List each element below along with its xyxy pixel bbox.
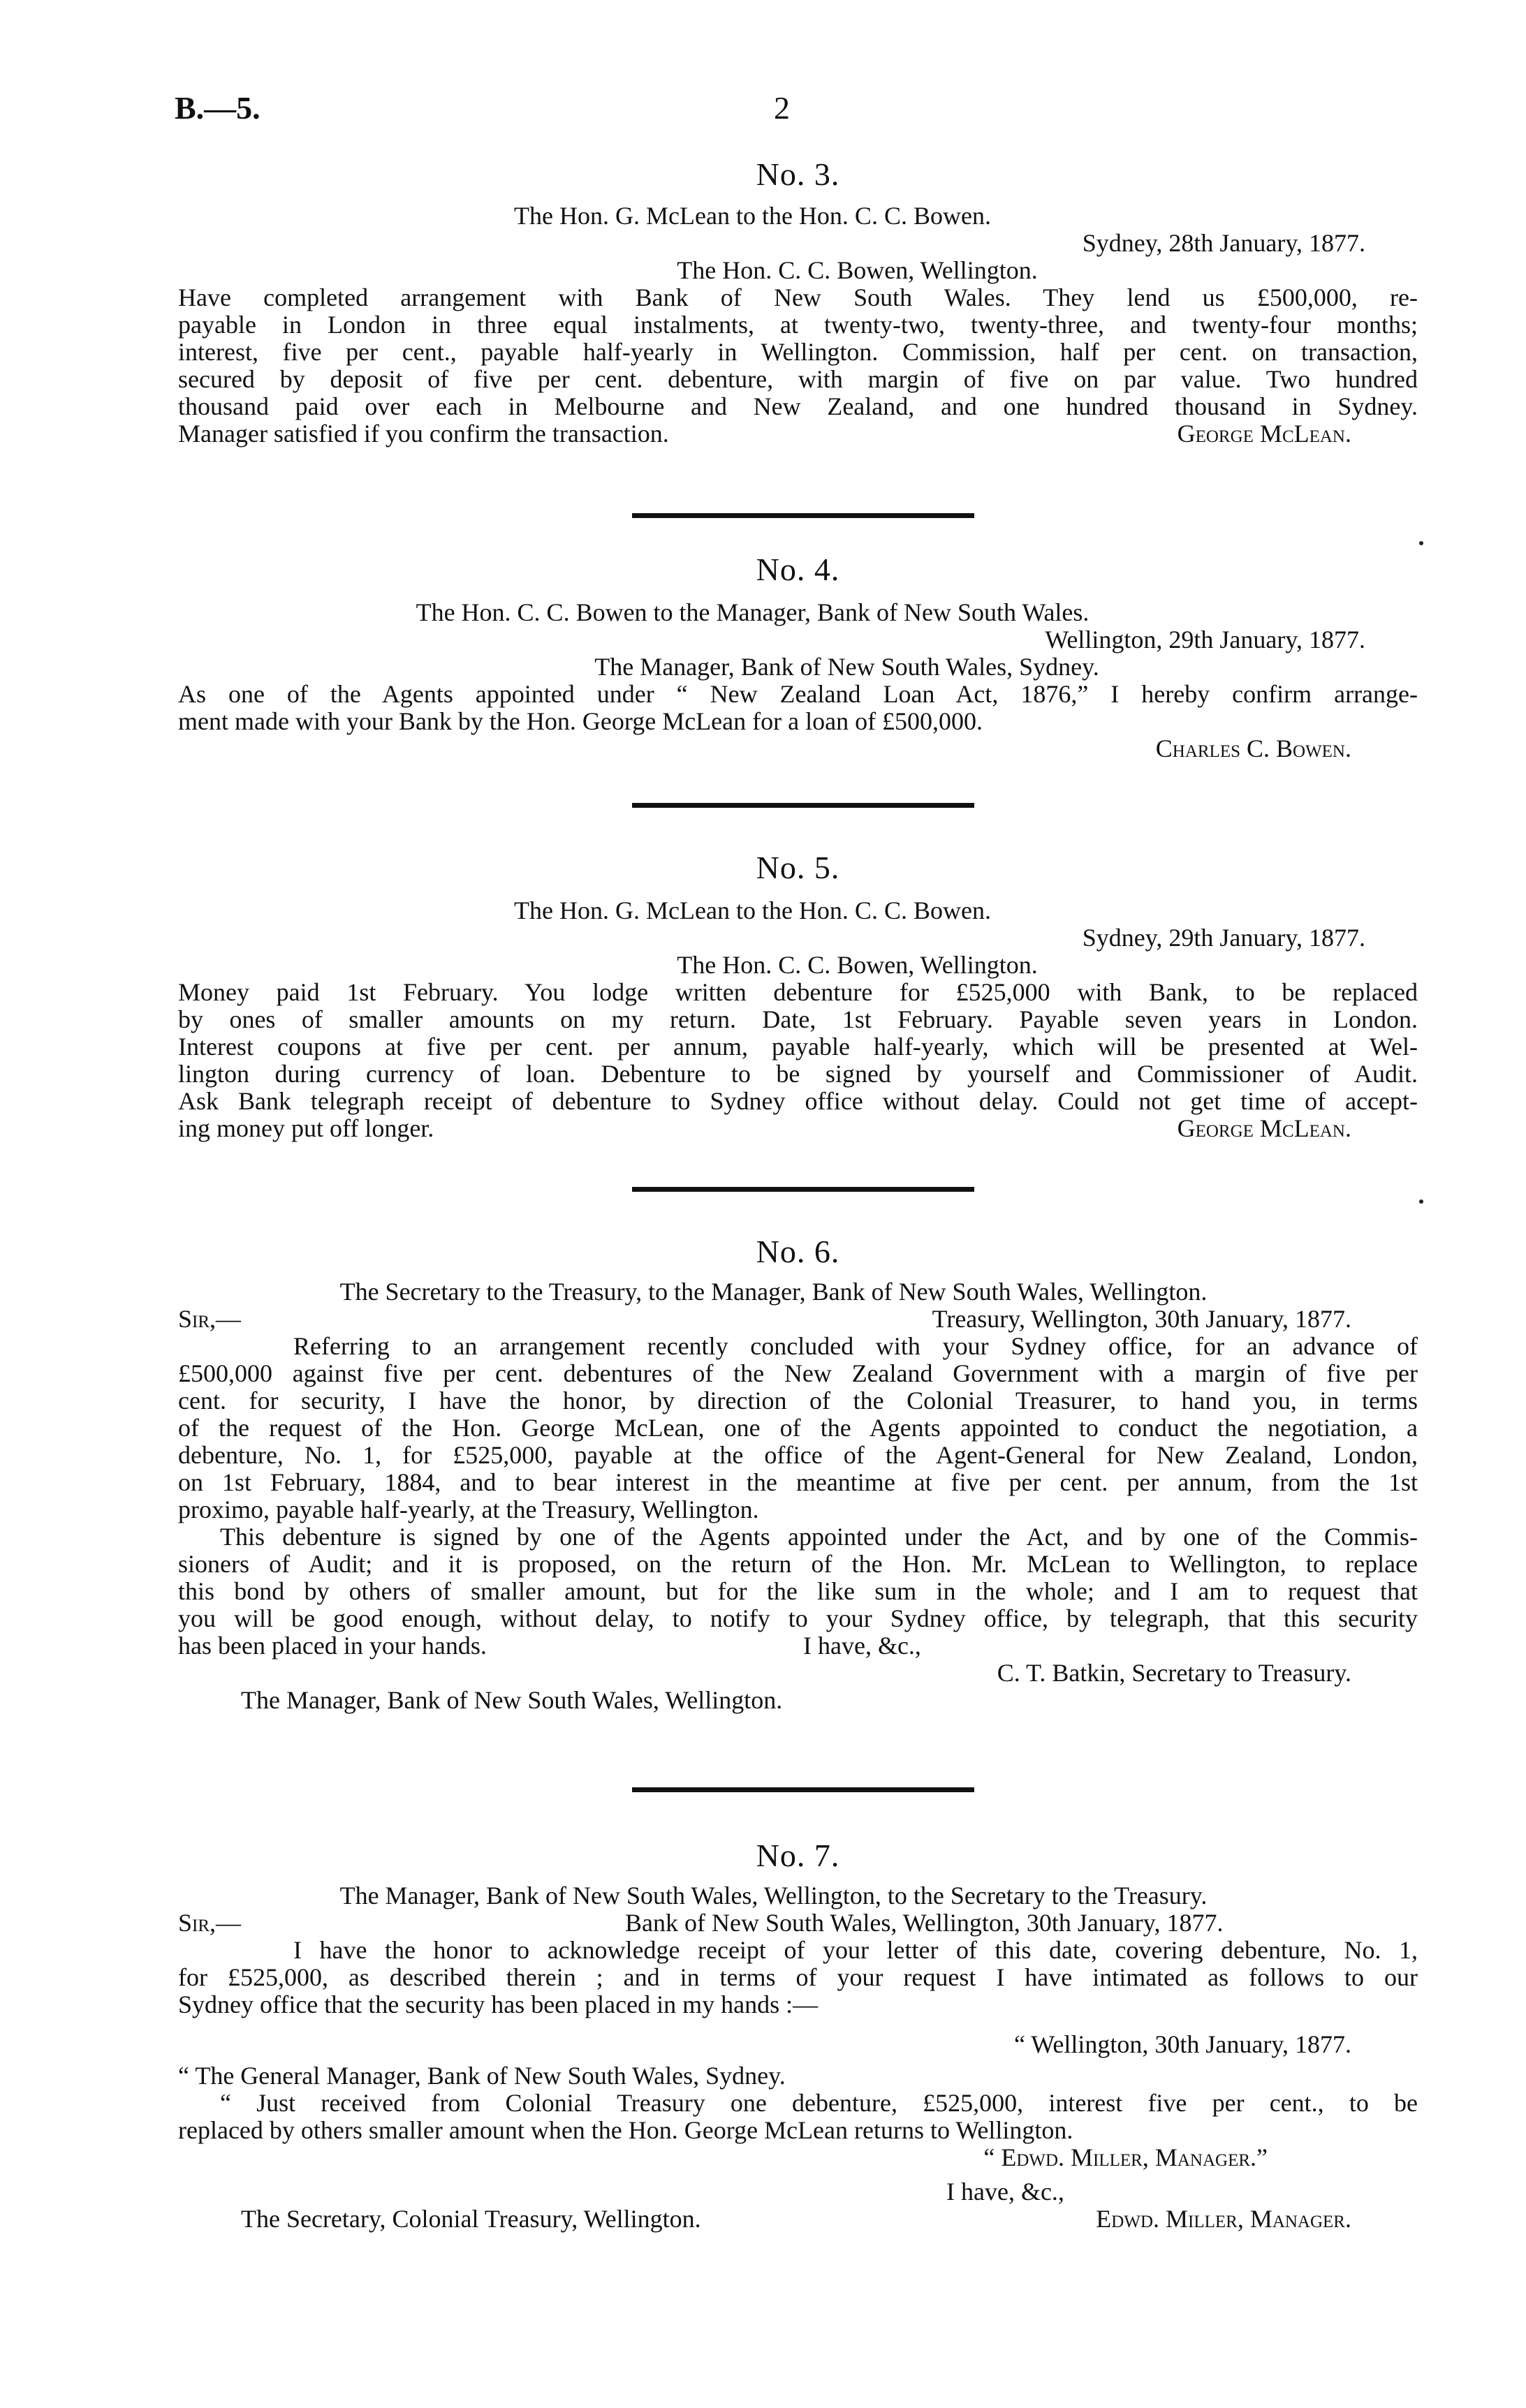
letter-body-line: Sydney office that the security has been placed in my hands :— [178, 1990, 819, 2018]
letter-body-line: As one of the Agents appointed under “ New Zealand Loan Act, 1876,” I hereby confirm arrange- [178, 680, 1418, 708]
quoted-place-date: “ Wellington, 30th January, 1877. [1013, 2030, 1351, 2058]
section-divider [632, 513, 974, 518]
letter-body-line: payable in London in three equal instalments, at twenty-two, twenty-three, and twenty-four months; [178, 311, 1418, 339]
letter-from-to: The Hon. G. McLean to the Hon. C. C. Bowen. [514, 896, 991, 924]
letter-signature: C. T. Batkin, Secretary to Treasury. [997, 1659, 1351, 1687]
letter-body-line: thousand paid over each in Melbourne and New Zealand, and one hundred thousand in Sydney. [178, 392, 1418, 420]
letter-closing: I have, &c., [946, 2178, 1064, 2206]
letter-place-date: Sydney, 29th January, 1877. [1082, 924, 1365, 952]
letter-body-line: for £525,000, as described therein ; and in terms of your request I have intimated as follows to our [178, 1963, 1418, 1991]
letter-last-line [178, 1115, 1418, 1142]
letter-heading: No. 6. [756, 1234, 840, 1269]
letter-addressee: The Hon. C. C. Bowen, Wellington. [677, 256, 1038, 284]
letter-signature: George McLean. [1177, 420, 1351, 448]
page-number: 2 [774, 90, 790, 126]
letter-no7 [178, 1836, 1418, 2233]
letter-body-line: this bond by others of smaller amount, but for the like sum in the whole; and I am to request that [178, 1577, 1418, 1605]
letter-body-line: interest, five per cent., payable half-yearly in Wellington. Commission, half per cent. on transaction, [178, 338, 1418, 366]
letter-body-line: Interest coupons at five per cent. per annum, payable half-yearly, which will be presented at Wel- [178, 1033, 1418, 1061]
letter-heading: No. 5. [756, 850, 840, 885]
letter-place-date: Wellington, 29th January, 1877. [1045, 626, 1365, 653]
letter-body-line: proximo, payable half-yearly, at the Treasury, Wellington. [178, 1495, 759, 1523]
letter-body-line: This debenture is signed by one of the Agents appointed under the Act, and by one of the Commis- [220, 1523, 1418, 1551]
letter-body-line: has been placed in your hands. [178, 1632, 487, 1660]
letter-body-line: lington during currency of loan. Debenture to be signed by yourself and Commissioner of Audit. [178, 1060, 1418, 1088]
letter-addressee: The Hon. C. C. Bowen, Wellington. [677, 951, 1038, 979]
letter-last-line [178, 1632, 1418, 1660]
letter-no6 [178, 1232, 1418, 1714]
section-divider [632, 1787, 974, 1792]
letter-heading: No. 7. [756, 1838, 840, 1873]
letter-heading: No. 4. [756, 552, 840, 587]
section-divider [632, 1187, 974, 1192]
print-mark [1419, 1199, 1423, 1204]
letter-signature: Edwd. Miller, Manager. [1096, 2205, 1351, 2233]
quoted-signature: “ Edwd. Miller, Manager.” [983, 2143, 1268, 2171]
letter-no5 [178, 848, 1418, 1142]
letter-body-line: debenture, No. 1, for £525,000, payable at the office of the Agent-General for New Zealand, London, [178, 1441, 1418, 1469]
letter-heading: No. 3. [756, 156, 840, 192]
letter-body-line: £500,000 against five per cent. debentures of the New Zealand Government with a margin of five per [178, 1359, 1418, 1387]
letter-signature: George McLean. [1177, 1114, 1351, 1142]
letter-no3 [178, 155, 1418, 448]
letter-salutation: Sir,— [178, 1909, 242, 1937]
letter-place-date: Treasury, Wellington, 30th January, 1877. [932, 1305, 1351, 1333]
letter-body-line: Ask Bank telegraph receipt of debenture to Sydney office without delay. Could not get time of accept- [178, 1087, 1418, 1115]
letter-body-line: Have completed arrangement with Bank of New South Wales. They lend us £500,000, re- [178, 283, 1418, 311]
letter-body-line: sioners of Audit; and it is proposed, on the return of the Hon. Mr. McLean to Wellington, to replace [178, 1550, 1418, 1578]
letter-body-line: ment made with your Bank by the Hon. George McLean for a loan of £500,000. [178, 707, 983, 735]
letter-from-to: The Hon. G. McLean to the Hon. C. C. Bowen. [514, 202, 991, 230]
letter-last-line [178, 2206, 1418, 2233]
letter-body-line: by ones of smaller amounts on my return. Date, 1st February. Payable seven years in London. [178, 1005, 1418, 1033]
document-reference: B.—5. [175, 90, 261, 126]
letter-body-line: secured by deposit of five per cent. debenture, with margin of five on par value. Two hundred [178, 365, 1418, 393]
letter-no4 [178, 550, 1418, 762]
letter-body-line: ing money put off longer. [178, 1114, 434, 1142]
quoted-addressee: “ The General Manager, Bank of New South Wales, Sydney. [178, 2062, 786, 2090]
letter-body-line: you will be good enough, without delay, to notify to your Sydney office, by telegraph, that this security [178, 1604, 1418, 1632]
letter-body-line: cent. for security, I have the honor, by direction of the Colonial Treasurer, to hand you, in terms [178, 1387, 1418, 1414]
letter-body-line: of the request of the Hon. George McLean, one of the Agents appointed to conduct the negotiation, a [178, 1414, 1418, 1442]
quoted-body-line: “ Just received from Colonial Treasury one debenture, £525,000, interest five per cent., to be [220, 2089, 1418, 2117]
letter-salutation-row [178, 1910, 1418, 1937]
letter-place-date: Bank of New South Wales, Wellington, 30th January, 1877. [625, 1909, 1224, 1937]
section-divider [632, 803, 974, 808]
letter-closing: I have, &c., [803, 1632, 921, 1660]
letter-last-line [178, 420, 1418, 448]
letter-body-line: on 1st February, 1884, and to bear interest in the meantime at five per cent. per annum, from the 1st [178, 1468, 1418, 1496]
letter-signature: Charles C. Bowen. [1155, 734, 1351, 762]
letter-from-to: The Manager, Bank of New South Wales, Wellington, to the Secretary to the Treasury. [339, 1882, 1208, 1910]
letter-body-line: Referring to an arrangement recently concluded with your Sydney office, for an advance of [293, 1332, 1418, 1360]
letter-salutation-row [178, 1306, 1418, 1333]
letter-body-line: Manager satisfied if you confirm the transaction. [178, 420, 669, 448]
letter-body-line: I have the honor to acknowledge receipt of your letter of this date, covering debenture, No. 1, [293, 1936, 1418, 1964]
print-mark [1419, 541, 1423, 545]
letter-salutation: Sir,— [178, 1305, 242, 1333]
letter-body-line: Money paid 1st February. You lodge written debenture for £525,000 with Bank, to be replaced [178, 978, 1418, 1006]
letter-from-to: The Secretary to the Treasury, to the Manager, Bank of New South Wales, Wellington. [339, 1278, 1208, 1306]
letter-addressee: The Manager, Bank of New South Wales, Sydney. [594, 653, 1099, 681]
letter-place-date: Sydney, 28th January, 1877. [1082, 229, 1365, 257]
letter-from-to: The Hon. C. C. Bowen to the Manager, Bank of New South Wales. [416, 598, 1090, 626]
quoted-body-line: replaced by others smaller amount when the Hon. George McLean returns to Wellington. [178, 2116, 1073, 2144]
letter-addressee: The Manager, Bank of New South Wales, Wellington. [241, 1686, 783, 1714]
letter-addressee: The Secretary, Colonial Treasury, Wellington. [241, 2205, 701, 2233]
